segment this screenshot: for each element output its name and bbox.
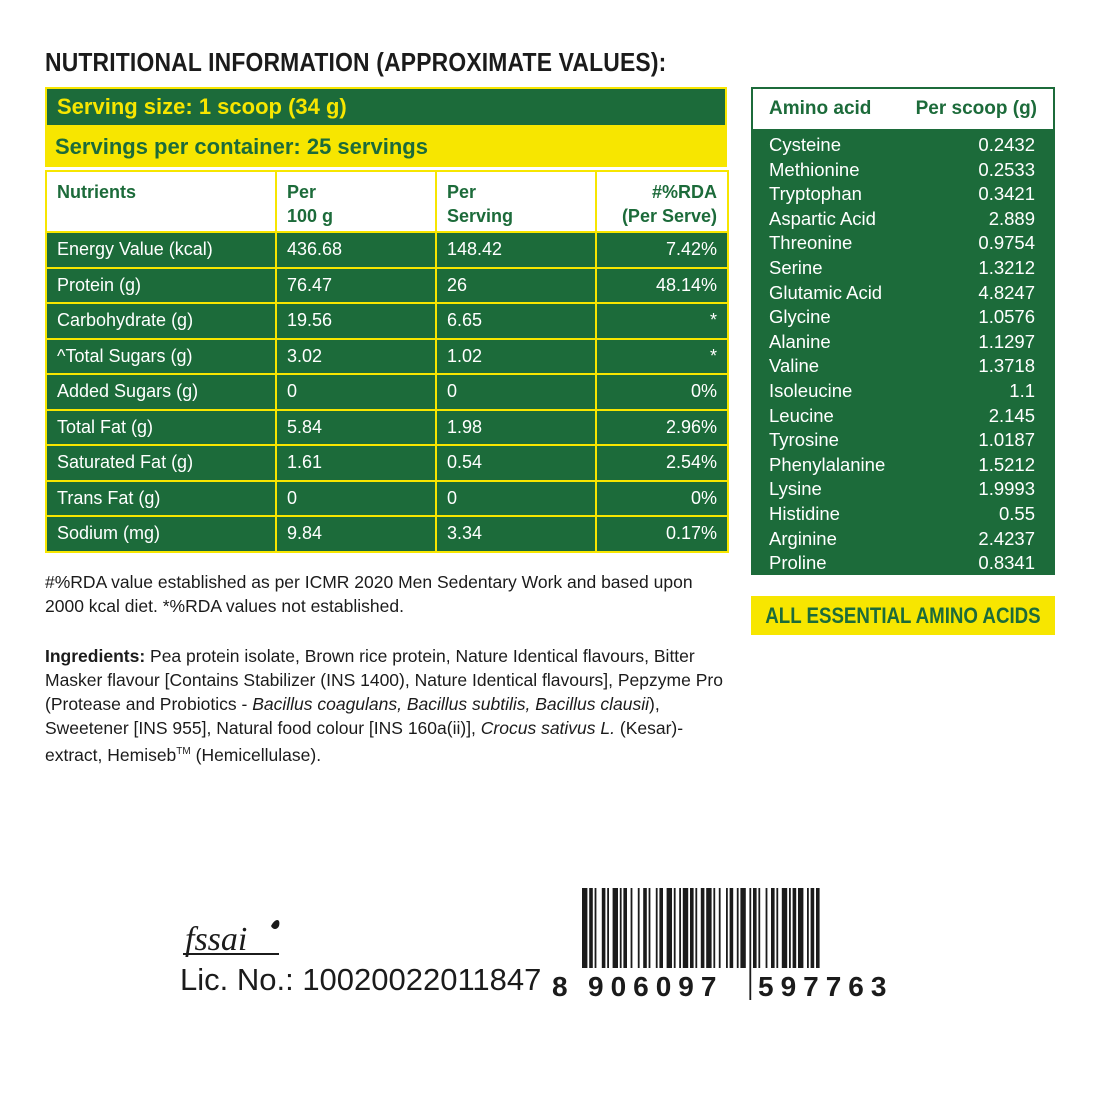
amino-name: Alanine	[769, 330, 831, 352]
nutrition-row	[46, 445, 728, 481]
amino-row	[769, 231, 1035, 256]
per-100g-value: 0	[276, 374, 436, 410]
nutrient-name: Total Fat (g)	[46, 410, 276, 446]
amino-header-value: Per scoop (g)	[915, 98, 1037, 119]
per-100g-value: 436.68	[276, 232, 436, 268]
rda-footnote: #%RDA value established as per ICMR 2020 Men Sedentary Work and based upon 2000 kcal diet. *%RDA values not established.	[45, 572, 693, 616]
amino-value: 1.0576	[978, 306, 1035, 328]
license-number: Lic. No.: 10020022011847	[180, 962, 542, 997]
amino-value: 1.1297	[978, 330, 1035, 352]
leaf-icon	[271, 920, 279, 929]
nutrient-name: Trans Fat (g)	[46, 481, 276, 517]
amino-list	[753, 129, 1053, 576]
amino-row	[769, 379, 1035, 404]
amino-value: 0.55	[998, 502, 1035, 524]
amino-name: Threonine	[769, 232, 853, 254]
per-serving-value: 0	[436, 374, 596, 410]
amino-row	[769, 502, 1035, 527]
amino-value: 1.9993	[978, 478, 1035, 500]
nutrition-row	[46, 516, 728, 552]
header-per-100g: Per 100 g	[276, 171, 436, 232]
amino-row	[769, 330, 1035, 355]
barcode-first-digit: 8	[552, 971, 568, 1000]
amino-name: Leucine	[769, 404, 834, 426]
rda-value: 7.42%	[596, 232, 728, 268]
nutrient-name: Carbohydrate (g)	[46, 303, 276, 339]
nutrient-name: Added Sugars (g)	[46, 374, 276, 410]
nutrient-name: ^Total Sugars (g)	[46, 339, 276, 375]
per-100g-value: 3.02	[276, 339, 436, 375]
amino-value: 1.3212	[978, 256, 1035, 278]
per-serving-value: 0	[436, 481, 596, 517]
amino-value: 1.1	[1009, 379, 1035, 401]
per-serving-value: 6.65	[436, 303, 596, 339]
amino-name: Lysine	[769, 478, 822, 500]
nutrition-row	[46, 232, 728, 268]
ingredients-text: Ingredients: Pea protein isolate, Brown rice protein, Nature Identical flavours, Bitter Masker flavour [Contains Stabilizer (INS 1400), Nature Identical flavours], Pepzyme Pro (Protease and Probiotics - Bacillus coagulans, Bacillus subtilis, Bacillus clausii), Sweetener [INS 955], Natural food colour [INS 160a(ii)], Crocus sativus L. (Kesar)-extract, Hemiseb™ (Hemicellulase).	[45, 646, 723, 765]
amino-header-name: Amino acid	[769, 98, 872, 119]
header-per-serving: Per Serving	[436, 171, 596, 232]
amino-name: Aspartic Acid	[769, 207, 876, 229]
fssai-logo	[183, 916, 283, 962]
amino-value: 2.889	[988, 207, 1035, 229]
amino-row	[769, 404, 1035, 429]
amino-acid-table	[751, 87, 1055, 575]
amino-name: Arginine	[769, 527, 837, 549]
barcode-right-digits: 597763	[758, 971, 894, 1000]
per-100g-value: 5.84	[276, 410, 436, 446]
amino-name: Proline	[769, 552, 827, 574]
amino-header-row	[753, 89, 1053, 129]
amino-row	[769, 354, 1035, 379]
amino-row	[769, 207, 1035, 232]
servings-per-container-bar: Servings per container: 25 servings	[45, 127, 727, 167]
rda-value: 48.14%	[596, 268, 728, 304]
rda-value: 0%	[596, 481, 728, 517]
per-serving-value: 1.98	[436, 410, 596, 446]
amino-name: Isoleucine	[769, 379, 853, 401]
amino-row	[769, 133, 1035, 158]
amino-row	[769, 305, 1035, 330]
per-serving-value: 1.02	[436, 339, 596, 375]
nutrition-row	[46, 481, 728, 517]
rda-value: *	[596, 339, 728, 375]
rda-value: 0%	[596, 374, 728, 410]
amino-row	[769, 428, 1035, 453]
nutrient-name: Energy Value (kcal)	[46, 232, 276, 268]
nutrient-name: Sodium (mg)	[46, 516, 276, 552]
nutrient-name: Saturated Fat (g)	[46, 445, 276, 481]
amino-name: Tyrosine	[769, 429, 839, 451]
amino-name: Histidine	[769, 502, 840, 524]
amino-row	[769, 453, 1035, 478]
amino-value: 2.145	[988, 404, 1035, 426]
nutrition-row	[46, 303, 728, 339]
barcode-left-digits: 906097	[588, 971, 724, 1000]
nutrition-row	[46, 374, 728, 410]
serving-size-bar: Serving size: 1 scoop (34 g)	[45, 87, 727, 127]
amino-name: Tryptophan	[769, 183, 862, 205]
rda-value: 2.54%	[596, 445, 728, 481]
amino-value: 0.9754	[978, 232, 1035, 254]
page-title: NUTRITIONAL INFORMATION (APPROXIMATE VALUES):	[45, 47, 667, 77]
header-rda: #%RDA (Per Serve)	[596, 171, 728, 232]
header-nutrients: Nutrients	[46, 171, 276, 232]
barcode-bar	[749, 888, 751, 1000]
amino-row	[769, 551, 1035, 576]
per-100g-value: 1.61	[276, 445, 436, 481]
amino-row	[769, 182, 1035, 207]
rda-value: 2.96%	[596, 410, 728, 446]
nutrition-row	[46, 268, 728, 304]
per-serving-value: 0.54	[436, 445, 596, 481]
nutrition-header-row	[46, 171, 728, 232]
amino-row	[769, 477, 1035, 502]
per-serving-value: 148.42	[436, 232, 596, 268]
amino-name: Cysteine	[769, 134, 841, 155]
amino-value: 0.8341	[978, 552, 1035, 574]
amino-row	[769, 281, 1035, 306]
amino-row	[769, 256, 1035, 281]
per-100g-value: 0	[276, 481, 436, 517]
amino-name: Methionine	[769, 158, 860, 180]
amino-name: Glycine	[769, 306, 831, 328]
amino-name: Glutamic Acid	[769, 281, 883, 303]
nutrition-table	[45, 170, 729, 553]
per-100g-value: 9.84	[276, 516, 436, 552]
amino-name: Valine	[769, 355, 820, 377]
nutrient-name: Protein (g)	[46, 268, 276, 304]
amino-row	[769, 527, 1035, 552]
essential-amino-acids-badge: ALL ESSENTIAL AMINO ACIDS	[751, 596, 1055, 635]
ingredients-label: Ingredients:	[45, 646, 146, 666]
per-100g-value: 76.47	[276, 268, 436, 304]
barcode	[552, 888, 912, 1000]
per-100g-value: 19.56	[276, 303, 436, 339]
amino-value: 0.3421	[978, 183, 1035, 205]
amino-value: 1.0187	[978, 429, 1035, 451]
rda-value: *	[596, 303, 728, 339]
amino-name: Phenylalanine	[769, 453, 886, 475]
fssai-logo-text: fssai	[185, 921, 248, 958]
nutrition-row	[46, 339, 728, 375]
amino-value: 0.2432	[978, 134, 1035, 155]
nutrition-row	[46, 410, 728, 446]
amino-value: 1.5212	[978, 453, 1035, 475]
amino-value: 1.3718	[978, 355, 1035, 377]
amino-value: 0.2533	[978, 158, 1035, 180]
per-serving-value: 3.34	[436, 516, 596, 552]
amino-value: 2.4237	[978, 527, 1035, 549]
amino-row	[769, 158, 1035, 183]
amino-value: 4.8247	[978, 281, 1035, 303]
rda-value: 0.17%	[596, 516, 728, 552]
per-serving-value: 26	[436, 268, 596, 304]
amino-name: Serine	[769, 256, 823, 278]
